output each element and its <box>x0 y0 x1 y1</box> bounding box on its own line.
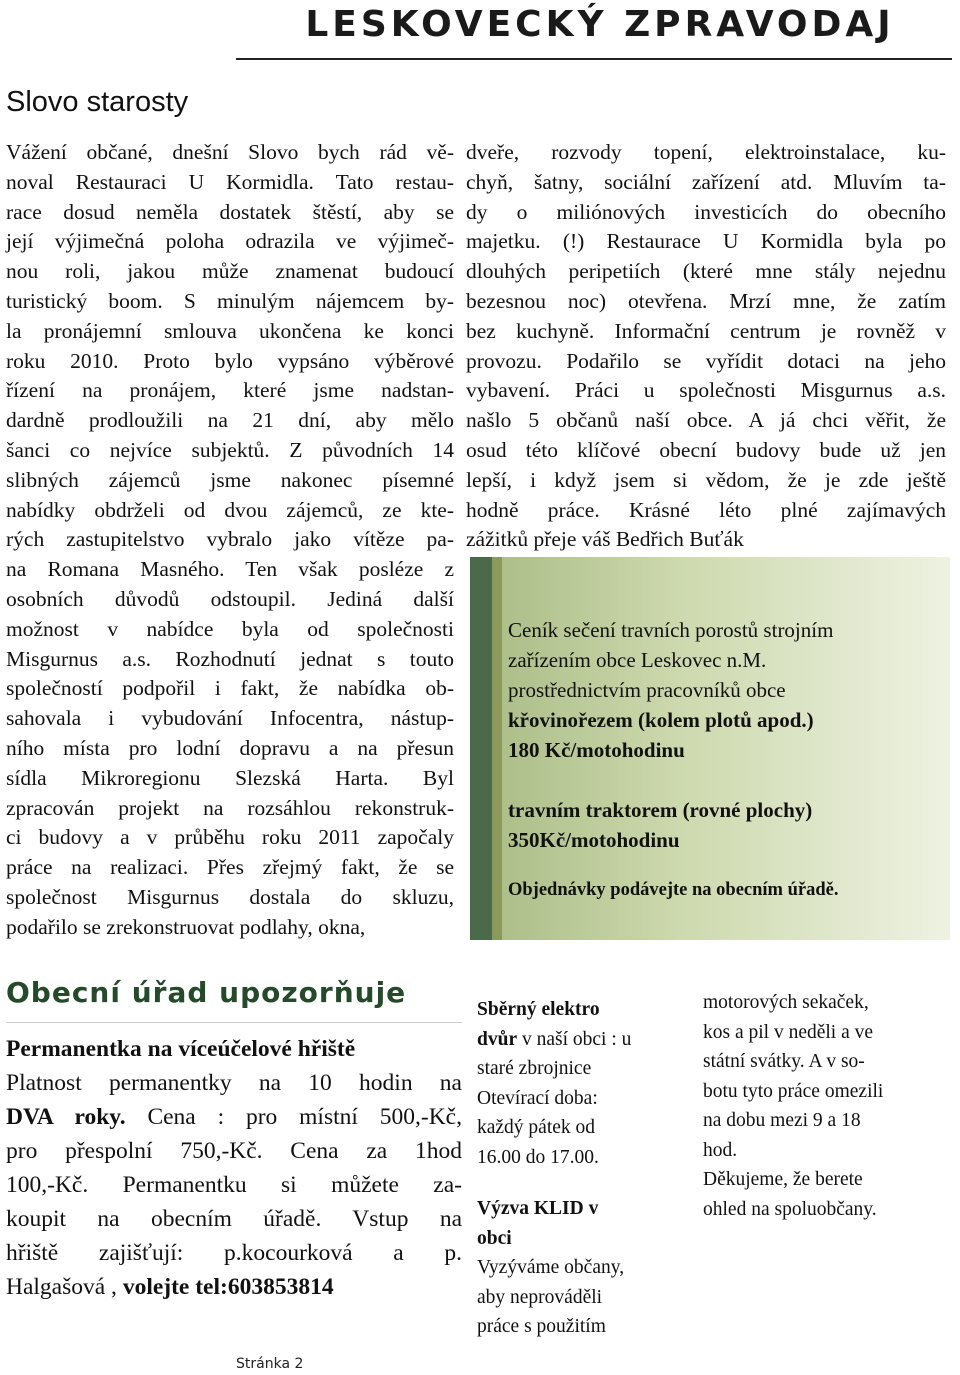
page-number: Stránka 2 <box>236 1356 304 1372</box>
article-line: dy o miliónových investicích do obecního <box>466 199 946 224</box>
klid-heading: Výzva KLID v <box>477 1198 599 1219</box>
office-line: koupit na obecním úřadě. Vstup na <box>6 1206 462 1232</box>
article-line: vybavení. Práci u společnosti Misgurnus a.s. <box>466 378 946 403</box>
klid-line: Vyzýváme občany, <box>477 1257 625 1278</box>
article-line: la pronájemní smlouva ukončena ke konci <box>6 318 454 343</box>
order-note: Objednávky podávejte na obecním úřadě. <box>508 880 839 900</box>
article-line: dveře, rozvody topení, elektroinstalace, ku- <box>466 140 946 164</box>
quiet-notice-column <box>703 988 953 1224</box>
spacer <box>477 1172 687 1194</box>
article-line: na Romana Masného. Ten však posléze z <box>6 557 454 582</box>
article-line: race dosud neměla dostatek štěstí, aby se <box>6 199 454 224</box>
collection-heading-line <box>477 1025 687 1055</box>
quiet-line: motorových sekaček, <box>703 992 869 1013</box>
masthead-title: LESKOVECKÝ ZPRAVODAJ <box>305 4 895 45</box>
article-line: osobních důvodů odstoupil. Jediná další <box>6 586 454 611</box>
article-line: možnost v nabídce byla od společnosti <box>6 616 454 641</box>
article-line: lepší, i když jsem si vědom, že je zde ještě <box>466 467 946 492</box>
office-line-bold: DVA roky. <box>6 1104 126 1130</box>
spacer <box>508 765 948 795</box>
collection-line: staré zbrojnice <box>477 1058 592 1079</box>
article-line: osud této klíčové obecní budovy bude už jen <box>466 437 946 462</box>
office-line: pro přespolní 750,-Kč. Cena za 1hod <box>6 1138 462 1164</box>
box-accent-bar-dark <box>470 557 492 940</box>
collection-line: Otevírací doba: <box>477 1087 598 1109</box>
klid-line: aby neprováděli <box>477 1286 603 1308</box>
office-line <box>6 1270 462 1304</box>
spacer <box>508 855 948 875</box>
office-line <box>6 1100 462 1134</box>
price-line-bold: travním traktorem (rovné plochy) <box>508 798 813 822</box>
price-list-content <box>508 615 948 905</box>
collection-heading: Sběrný elektro <box>477 999 600 1020</box>
article-line: podařilo se zrekonstruovat podlahy, okna, <box>6 914 366 939</box>
article-line: noval Restauraci U Kormidla. Tato restau- <box>6 169 454 194</box>
article-line: společnost Misgurnus dostala do skluzu, <box>6 884 454 909</box>
quiet-line: kos a pil v neděli a ve <box>703 1021 874 1043</box>
article-line: zpracován projekt na rozsáhlou rekonstruk- <box>6 795 454 820</box>
article-line: chyň, šatny, sociální zařízení atd. Mluvím ta- <box>466 169 946 194</box>
klid-heading: obci <box>477 1227 512 1249</box>
article-line: zážitků přeje váš Bedřich Buťák <box>466 527 744 552</box>
price-line: prostřednictvím pracovníků obce <box>508 678 786 702</box>
quiet-line: botu tyto práce omezili <box>703 1080 884 1102</box>
article-line: její výjimečná poloha odrazila ve výjimeč- <box>6 229 454 254</box>
collection-heading-bold: dvůr <box>477 1028 518 1050</box>
klid-line: práce s použitím <box>477 1316 606 1337</box>
collection-line: každý pátek od <box>477 1117 596 1138</box>
article-line: práce na realizaci. Přes zřejmý fakt, že se <box>6 855 454 880</box>
article-line: ního místa pro lodní dopravu a na přesun <box>6 735 454 760</box>
article-line: turistický boom. S minulým nájemcem by- <box>6 288 454 313</box>
article-line: řízení na pronájem, které jsme nadstan- <box>6 378 454 403</box>
article-line: Misgurnus a.s. Rozhodnutí jednat s touto <box>6 646 454 671</box>
collection-yard-column <box>477 995 687 1342</box>
article-line: rých zastupitelstvo vybralo jako vítěze pa- <box>6 527 454 552</box>
article-right-column <box>466 138 946 555</box>
phone-number: volejte tel:603853814 <box>122 1274 334 1300</box>
article-line: dardně prodloužili na 21 dní, aby mělo <box>6 408 454 433</box>
price-line: Ceník sečení travních porostů strojním <box>508 618 834 642</box>
section-title: Slovo starosty <box>6 86 189 118</box>
office-line: Platnost permanentky na 10 hodin na <box>6 1070 462 1096</box>
office-line: hřiště zajišťují: p.kocourková a p. <box>6 1240 462 1266</box>
office-notice-title: Obecní úřad upozorňuje <box>6 976 407 1009</box>
price-line: zařízením obce Leskovec n.M. <box>508 648 767 672</box>
office-line-plain: Halgašová , <box>6 1274 123 1300</box>
price-line-bold: 180 Kč/motohodinu <box>508 738 685 762</box>
office-line: 100,-Kč. Permanentku si můžete za- <box>6 1172 462 1198</box>
masthead-rule <box>236 58 952 60</box>
article-line: slibných zájemců jsme nakonec písemné <box>6 467 454 492</box>
article-line: majetku. (!) Restaurace U Kormidla byla po <box>466 229 946 254</box>
office-notice-body <box>6 1032 462 1304</box>
article-line: roku 2010. Proto bylo vypsáno výběrové <box>6 348 454 373</box>
office-line-rest: Cena : pro místní 500,-Kč, <box>125 1104 462 1130</box>
article-line: ci budovy a v průběhu roku 2011 započaly <box>6 825 454 850</box>
article-line: hodně práce. Krásné léto plné zajímavých <box>466 497 946 522</box>
article-line: Vážení občané, dnešní Slovo bych rád vě- <box>6 140 454 164</box>
price-line-bold: 350Kč/motohodinu <box>508 828 680 852</box>
quiet-line: státní svátky. A v so- <box>703 1051 865 1072</box>
article-line: nabídky obdrželi od dvou zájemců, ze kte- <box>6 497 454 522</box>
article-line: společností podpořil i fakt, že nabídka ob- <box>6 676 454 701</box>
article-line: provozu. Podařilo se vyřídit dotaci na jeho <box>466 348 946 373</box>
article-line: bezesnou noc) otevřena. Mrzí mne, že zatím <box>466 288 946 313</box>
article-line: bez kuchyně. Informační centrum je rovněž v <box>466 318 946 343</box>
price-line-bold: křovinořezem (kolem plotů apod.) <box>508 708 814 732</box>
article-line: našlo 5 občanů naší obce. A já chci věřit, že <box>466 408 946 433</box>
article-left-column <box>6 138 454 943</box>
quiet-line: hod. <box>703 1139 738 1161</box>
quiet-line: ohled na spoluobčany. <box>703 1198 877 1220</box>
office-title-rule <box>6 1022 462 1023</box>
article-line: sídla Mikroregionu Slezská Harta. Byl <box>6 765 454 790</box>
article-line: dlouhých peripetiích (které mne stály nejednu <box>466 259 946 284</box>
article-line: šanci co nejvíce subjektů. Z původních 14 <box>6 437 454 462</box>
price-list-box <box>470 557 950 940</box>
box-accent-bar-light <box>492 557 502 940</box>
quiet-line: na dobu mezi 9 a 18 <box>703 1110 861 1131</box>
article-line: nou roli, jakou může znamenat budoucí <box>6 259 454 284</box>
collection-line: 16.00 do 17.00. <box>477 1146 599 1168</box>
quiet-line: Děkujeme, že berete <box>703 1169 863 1190</box>
permit-heading: Permanentka na víceúčelové hřiště <box>6 1036 356 1062</box>
article-line: sahovala i vybudování Infocentra, nástup- <box>6 706 454 731</box>
collection-heading-rest: v naší obci : u <box>517 1028 632 1050</box>
